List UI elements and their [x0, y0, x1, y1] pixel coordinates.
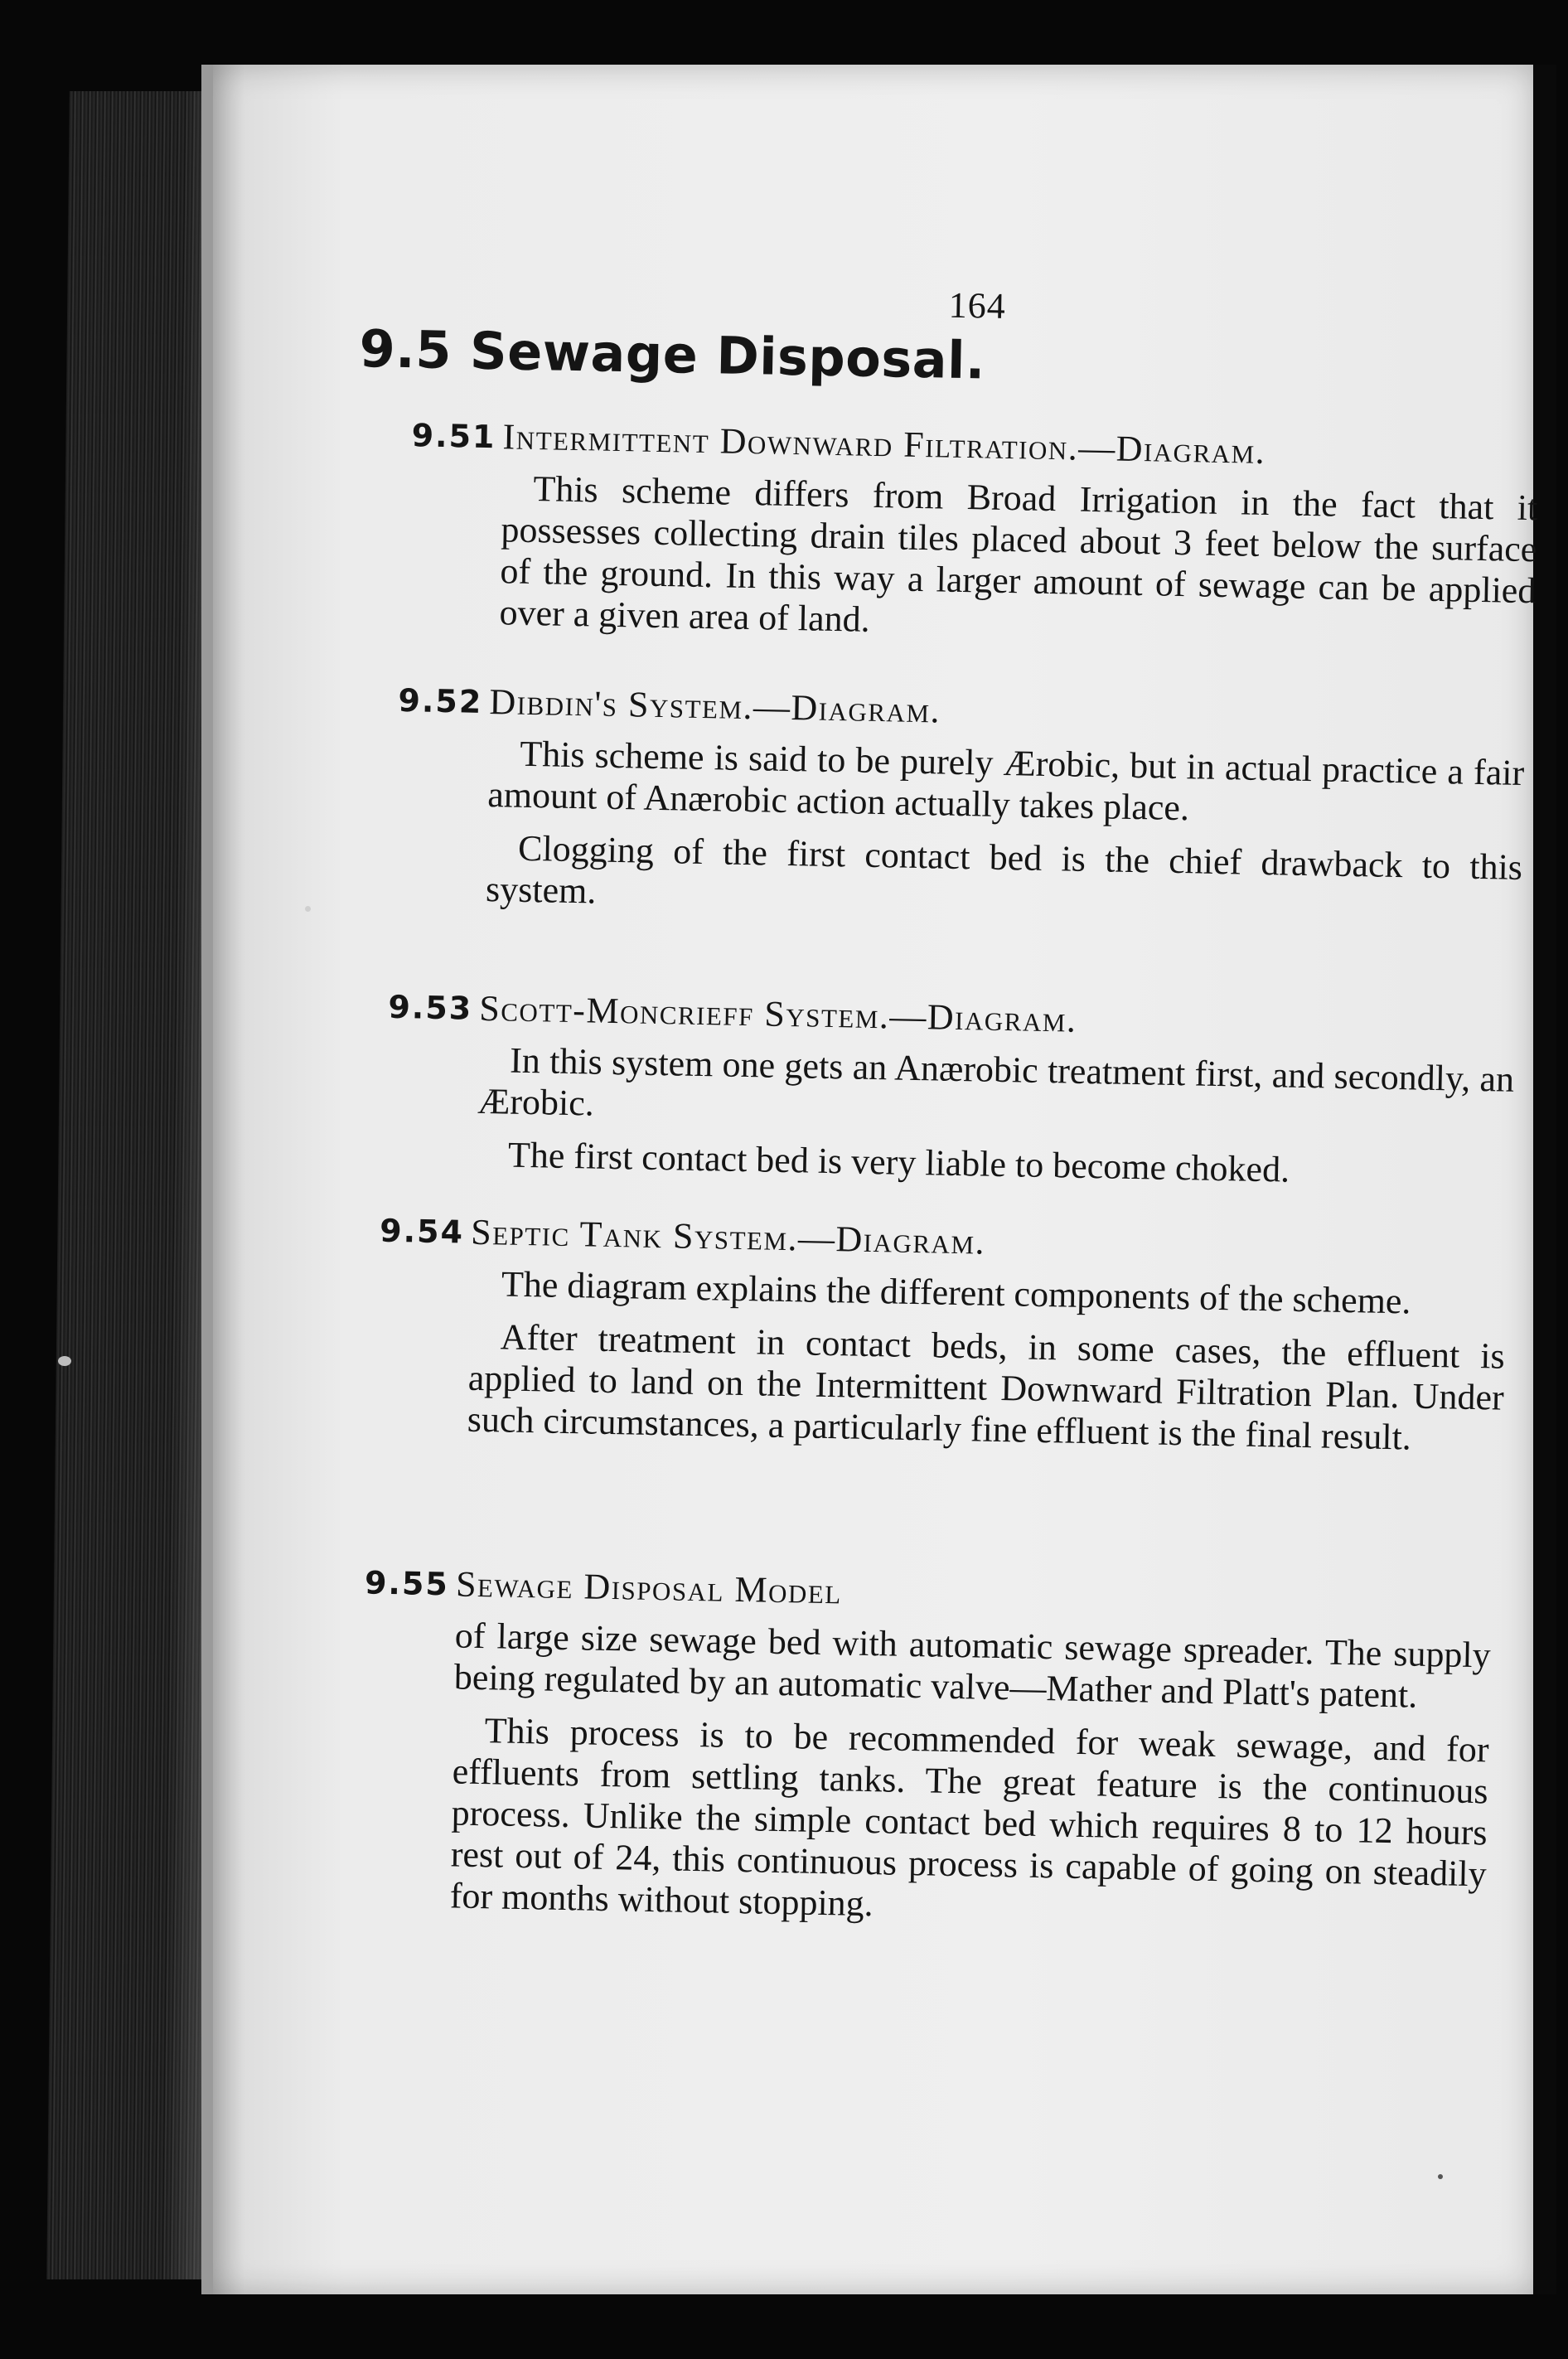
section-heading: 9.5 Sewage Disposal.	[358, 317, 986, 391]
subsection-title: Sewage Disposal Model	[455, 1563, 843, 1612]
subsection-9-53	[388, 987, 1515, 1207]
paragraph: After treatment in contact beds, in some cases, the effluent is applied to land on the Intermittent Downward Filtration Plan. Under such circumstances, a particularly fine effluent is the final result.	[467, 1316, 1506, 1458]
subsection-number: 9.54	[379, 1212, 465, 1251]
subsection-9-55	[364, 1563, 1492, 1948]
subsection-title: Dibdin's System.	[489, 681, 754, 728]
paragraph: This scheme is said to be purely Ærobic, but in actual practice a fair amount of Anærobic action actually takes place.	[486, 733, 1525, 829]
subsection-9-51	[411, 416, 1539, 665]
subsection-title-suffix: —Diagram.	[797, 1218, 986, 1262]
subsection-number: 9.51	[411, 417, 496, 456]
paragraph: The first contact bed is very liable to become choked.	[507, 1134, 1290, 1190]
paragraph: This scheme differs from Broad Irrigation in the fact that it possesses collecting drain tiles placed about 3 feet below the surface of the ground. In this way a larger amount of sewage can be applied over a given area of land.	[499, 468, 1538, 640]
subsection-title: Scott-Moncrieff System.	[478, 987, 890, 1037]
subsection-title-suffix: —Diagram.	[888, 995, 1077, 1040]
subsection-number: 9.55	[364, 1564, 450, 1603]
page-number: 164	[948, 284, 1007, 327]
subsection-title-suffix: —Diagram.	[1077, 427, 1266, 472]
subsection-number: 9.52	[398, 681, 483, 720]
paragraph: of large size sewage bed with automatic sewage spreader. The supply being regulated by an automatic valve—Mather and Platt's patent.	[453, 1615, 1492, 1716]
subsection-9-52	[398, 681, 1525, 942]
subsection-9-54	[379, 1211, 1507, 1472]
paragraph: This process is to be recommended for weak sewage, and for effluents from settling tanks. The great feature is the continuous process. Unlike the simple contact bed which requires 8 to 12 hours rest out of 24, this continuous process is capable of going on steadily for months without stopping.	[449, 1710, 1489, 1925]
subsection-title: Septic Tank System.	[470, 1211, 799, 1259]
paragraph: In this system one gets an Anærobic treatment first, and secondly, an Ærobic.	[477, 1039, 1515, 1124]
subsection-number: 9.53	[388, 988, 473, 1027]
paragraph: Clogging of the first contact bed is the chief drawback to this system.	[485, 827, 1523, 912]
subsection-title: Intermittent Downward Filtration.	[502, 416, 1079, 468]
subsection-title-suffix: —Diagram.	[753, 686, 941, 731]
paragraph: The diagram explains the different components of the scheme.	[501, 1263, 1411, 1322]
